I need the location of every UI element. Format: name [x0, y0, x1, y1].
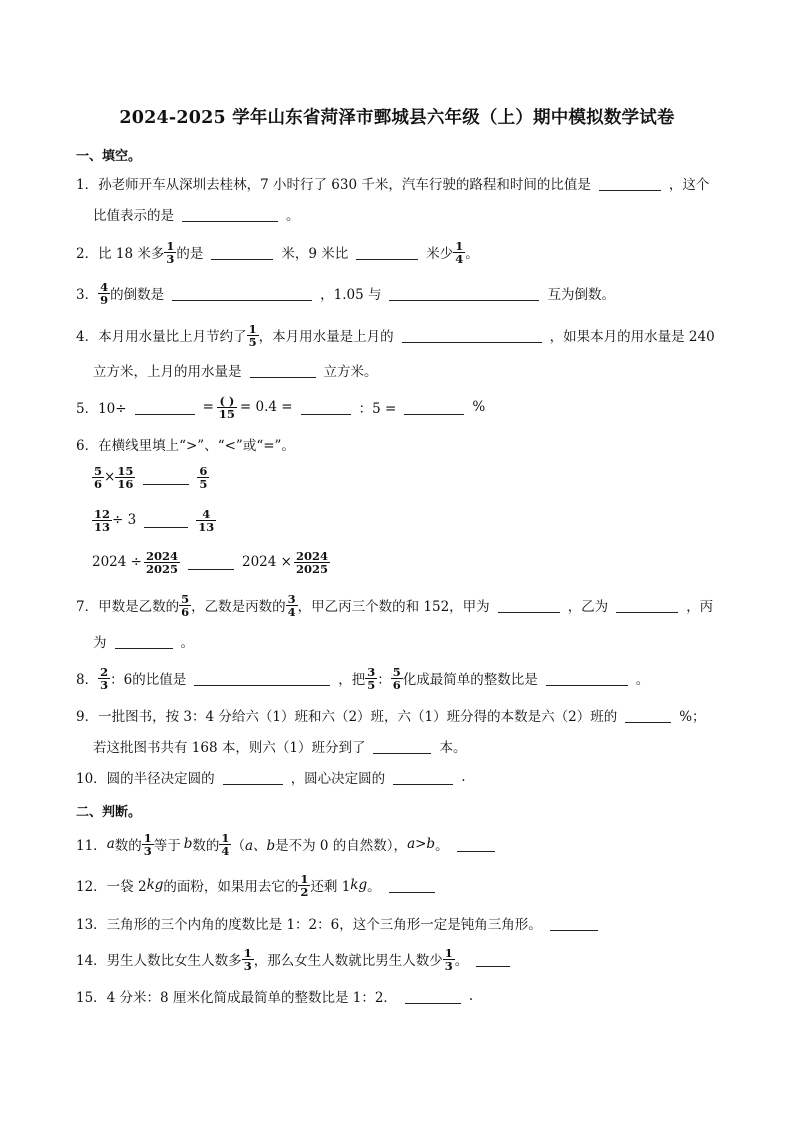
operator: × — [104, 469, 116, 485]
fraction: $\frac{15}{16}$ — [117, 463, 134, 491]
answer-blank[interactable] — [144, 513, 188, 528]
q8-text-2: ：6的比值是 — [110, 672, 187, 688]
q13-text: 13．三角形的三个内角的度数比是 1：2：6，这个三角形一定是钝角三角形。 — [76, 917, 542, 933]
q4-text-2: ，本月用水量是上月的 — [258, 329, 394, 345]
q4-text-3: ，如果本月的用水量是 240 — [549, 329, 715, 345]
question-6-row-1 — [92, 462, 209, 492]
q4-text: 4．本月用水量比上月节约了 — [76, 329, 247, 345]
answer-blank[interactable] — [389, 878, 435, 893]
question-6-row-2 — [92, 505, 216, 535]
q12-text-2: 的面粉，如果用去它的 — [163, 879, 299, 895]
q9-text-4: 本。 — [439, 740, 467, 756]
q7-text-5: ，丙 — [686, 599, 714, 615]
answer-blank[interactable] — [373, 739, 431, 754]
question-3 — [76, 278, 615, 308]
question-5 — [76, 392, 485, 422]
fraction: $\frac{1}{4}$ — [221, 830, 230, 858]
q7-text-6: 为 — [93, 635, 107, 651]
q1-text: 1．孙老师开车从深圳去桂林，7 小时行了 630 千米，汽车行驶的路程和时间的比值是 — [76, 177, 591, 193]
answer-blank[interactable] — [250, 363, 316, 378]
q2-text-5: 。 — [465, 246, 479, 262]
q3-text-4: 互为倒数。 — [547, 287, 615, 303]
q7-text-2: ，乙数是丙数的 — [191, 599, 286, 615]
question-7-line-2 — [93, 626, 194, 656]
answer-blank[interactable] — [405, 989, 461, 1004]
answer-blank[interactable] — [301, 400, 351, 415]
question-12 — [76, 870, 443, 900]
question-4-line-1 — [76, 320, 715, 350]
variables-ab: a、b — [244, 838, 276, 854]
q5-text: 5．10÷ — [76, 401, 127, 417]
unit-kg: kg — [350, 877, 368, 893]
answer-blank[interactable] — [393, 770, 453, 785]
fraction: $\frac{5}{6}$ — [392, 664, 401, 692]
q1-text-3: 比值表示的是 — [93, 208, 174, 224]
answer-blank[interactable] — [550, 916, 598, 931]
fraction: $\frac{1}{3}$ — [243, 945, 252, 973]
q8-text: 8． — [76, 672, 99, 688]
q8-text-4: ： — [377, 672, 391, 688]
operator: ÷ 3 — [112, 512, 137, 528]
q7-text-7: 。 — [180, 635, 194, 651]
question-4-line-2 — [93, 355, 378, 385]
fraction: $\frac{5}{6}$ — [94, 463, 103, 491]
q5-text-4: ：5 = — [358, 401, 397, 417]
inequality: a>b — [407, 836, 436, 852]
q11-text-7: 。 — [435, 838, 449, 854]
q10-text-3: . — [461, 769, 466, 785]
answer-blank[interactable] — [625, 708, 671, 723]
q11-text-2: 数的 — [114, 838, 142, 854]
question-1-line-2 — [93, 199, 300, 229]
question-9-line-1 — [76, 700, 706, 730]
question-11 — [76, 829, 503, 859]
q4-text-5: 立方米。 — [323, 364, 378, 380]
q8-text-3: ，把 — [338, 672, 366, 688]
q11-text: 11． — [76, 838, 107, 854]
q9-text-3: 若这批图书共有 168 本，则六（1）班分到了 — [93, 740, 366, 756]
variable-b: b — [183, 836, 193, 852]
q11-text-6: 是不为 0 的自然数）， — [275, 838, 408, 854]
q12-text: 12．一袋 2 — [76, 879, 147, 895]
answer-blank[interactable] — [135, 400, 195, 415]
question-14 — [76, 944, 518, 974]
q6-text: 6．在横线里填上“>”、“<”或“=”。 — [76, 438, 295, 454]
answer-blank[interactable] — [402, 328, 542, 343]
q9-text-2: %； — [679, 709, 706, 725]
question-9-line-2 — [93, 731, 466, 761]
q10-text: 10．圆的半径决定圆的 — [76, 771, 215, 787]
q3-text: 3． — [76, 287, 99, 303]
q10-text-2: ，圆心决定圆的 — [290, 771, 386, 787]
fraction: $\frac{1}{4}$ — [455, 238, 464, 266]
fraction: $\frac{1}{2}$ — [300, 871, 309, 899]
fraction: $\frac{2024}{2025}$ — [295, 548, 328, 576]
fraction: $\frac{1}{3}$ — [143, 830, 152, 858]
section-fill-blank: 一、填空。 — [76, 149, 142, 164]
q12-text-4: 。 — [367, 879, 381, 895]
fraction: $\frac{3}{4}$ — [287, 591, 296, 619]
q11-text-5: （ — [231, 838, 245, 854]
answer-blank[interactable] — [616, 598, 678, 613]
q12-text-3: 还剩 1 — [310, 879, 351, 895]
fraction: $\frac{1}{3}$ — [166, 238, 175, 266]
answer-blank[interactable] — [188, 555, 234, 570]
q7-text-4: ，乙为 — [567, 599, 609, 615]
q11-text-3: 等于 — [153, 838, 181, 854]
q8-text-6: 。 — [635, 672, 650, 688]
question-8 — [76, 663, 649, 693]
q1-text-2: ，这个 — [668, 177, 710, 193]
answer-blank[interactable] — [172, 286, 312, 301]
question-15 — [76, 981, 473, 1011]
q2-text: 2．比 18 米多 — [76, 246, 165, 262]
answer-blank[interactable] — [546, 671, 628, 686]
answer-blank[interactable] — [211, 245, 273, 260]
q14-text-3: 。 — [454, 953, 469, 969]
q7-text-3: ，甲乙丙三个数的和 152，甲为 — [297, 599, 490, 615]
q5-text-5: % — [472, 399, 486, 415]
fraction: $\frac{12}{13}$ — [94, 506, 111, 534]
question-7-line-1 — [76, 590, 713, 620]
q5-text-2: = — [202, 399, 214, 415]
q14-text-2: ，那么女生人数就比男生人数少 — [253, 953, 443, 969]
fraction: $\frac{5}{6}$ — [181, 591, 190, 619]
q2-text-2: 的是 — [176, 246, 204, 262]
answer-blank[interactable] — [356, 245, 418, 260]
answer-blank[interactable] — [115, 634, 173, 649]
question-2 — [76, 237, 479, 267]
answer-blank[interactable] — [143, 470, 189, 485]
q2-text-3: 米，9 米比 — [281, 246, 349, 262]
variable-a: a — [106, 836, 115, 852]
fraction: $\frac{2024}{2025}$ — [145, 548, 178, 576]
q15-text: 15．4 分米：8 厘米化简成最简单的整数比是 1：2． — [76, 990, 397, 1006]
question-10 — [76, 762, 465, 792]
fraction: $\frac{1}{3}$ — [444, 945, 453, 973]
q2-text-4: 米少 — [426, 246, 454, 262]
q11-text-4: 数的 — [192, 838, 220, 854]
question-13 — [76, 908, 606, 938]
section-true-false: 二、判断。 — [76, 805, 142, 820]
answer-blank[interactable] — [498, 598, 560, 613]
answer-blank[interactable] — [599, 176, 661, 191]
fraction: $\frac{4}{13}$ — [198, 506, 215, 534]
q5-text-3: = 0.4 = — [239, 399, 293, 415]
question-1-line-1 — [76, 168, 709, 198]
q6-text-2: 2024 ÷ — [92, 554, 142, 570]
fraction: $\frac{4}{9}$ — [100, 279, 109, 307]
question-6 — [76, 429, 295, 459]
fraction: $\frac{( )}{15}$ — [218, 393, 235, 421]
fraction: $\frac{6}{5}$ — [199, 463, 208, 491]
q7-text: 7．甲数是乙数的 — [76, 599, 180, 615]
answer-blank[interactable] — [476, 952, 510, 967]
answer-blank[interactable] — [194, 671, 330, 686]
fraction: $\frac{3}{5}$ — [367, 664, 376, 692]
q6-text-3: 2024 × — [241, 554, 292, 570]
answer-blank[interactable] — [182, 207, 278, 222]
fraction: $\frac{2}{3}$ — [100, 664, 109, 692]
page-title: 2024-2025 学年山东省菏泽市鄄城县六年级（上）期中模拟数学试卷 — [119, 108, 675, 128]
q9-text: 9．一批图书，按 3：4 分给六（1）班和六（2）班，六（1）班分得的本数是六（2）班的 — [76, 709, 618, 725]
answer-blank[interactable] — [223, 770, 283, 785]
q4-text-4: 立方米，上月的用水量是 — [93, 364, 242, 380]
answer-blank[interactable] — [389, 286, 539, 301]
q14-text: 14．男生人数比女生人数多 — [76, 953, 242, 969]
q3-text-2: 的倒数是 — [110, 287, 165, 303]
fraction: $\frac{1}{5}$ — [248, 321, 257, 349]
q8-text-5: 化成最简单的整数比是 — [402, 672, 538, 688]
answer-blank[interactable] — [404, 400, 464, 415]
answer-blank[interactable] — [457, 837, 495, 852]
question-6-row-3 — [92, 547, 330, 577]
q3-text-3: ，1.05 与 — [320, 287, 382, 303]
unit-kg: kg — [146, 877, 164, 893]
q1-text-4: 。 — [286, 208, 300, 224]
q15-text-2: . — [468, 988, 474, 1004]
